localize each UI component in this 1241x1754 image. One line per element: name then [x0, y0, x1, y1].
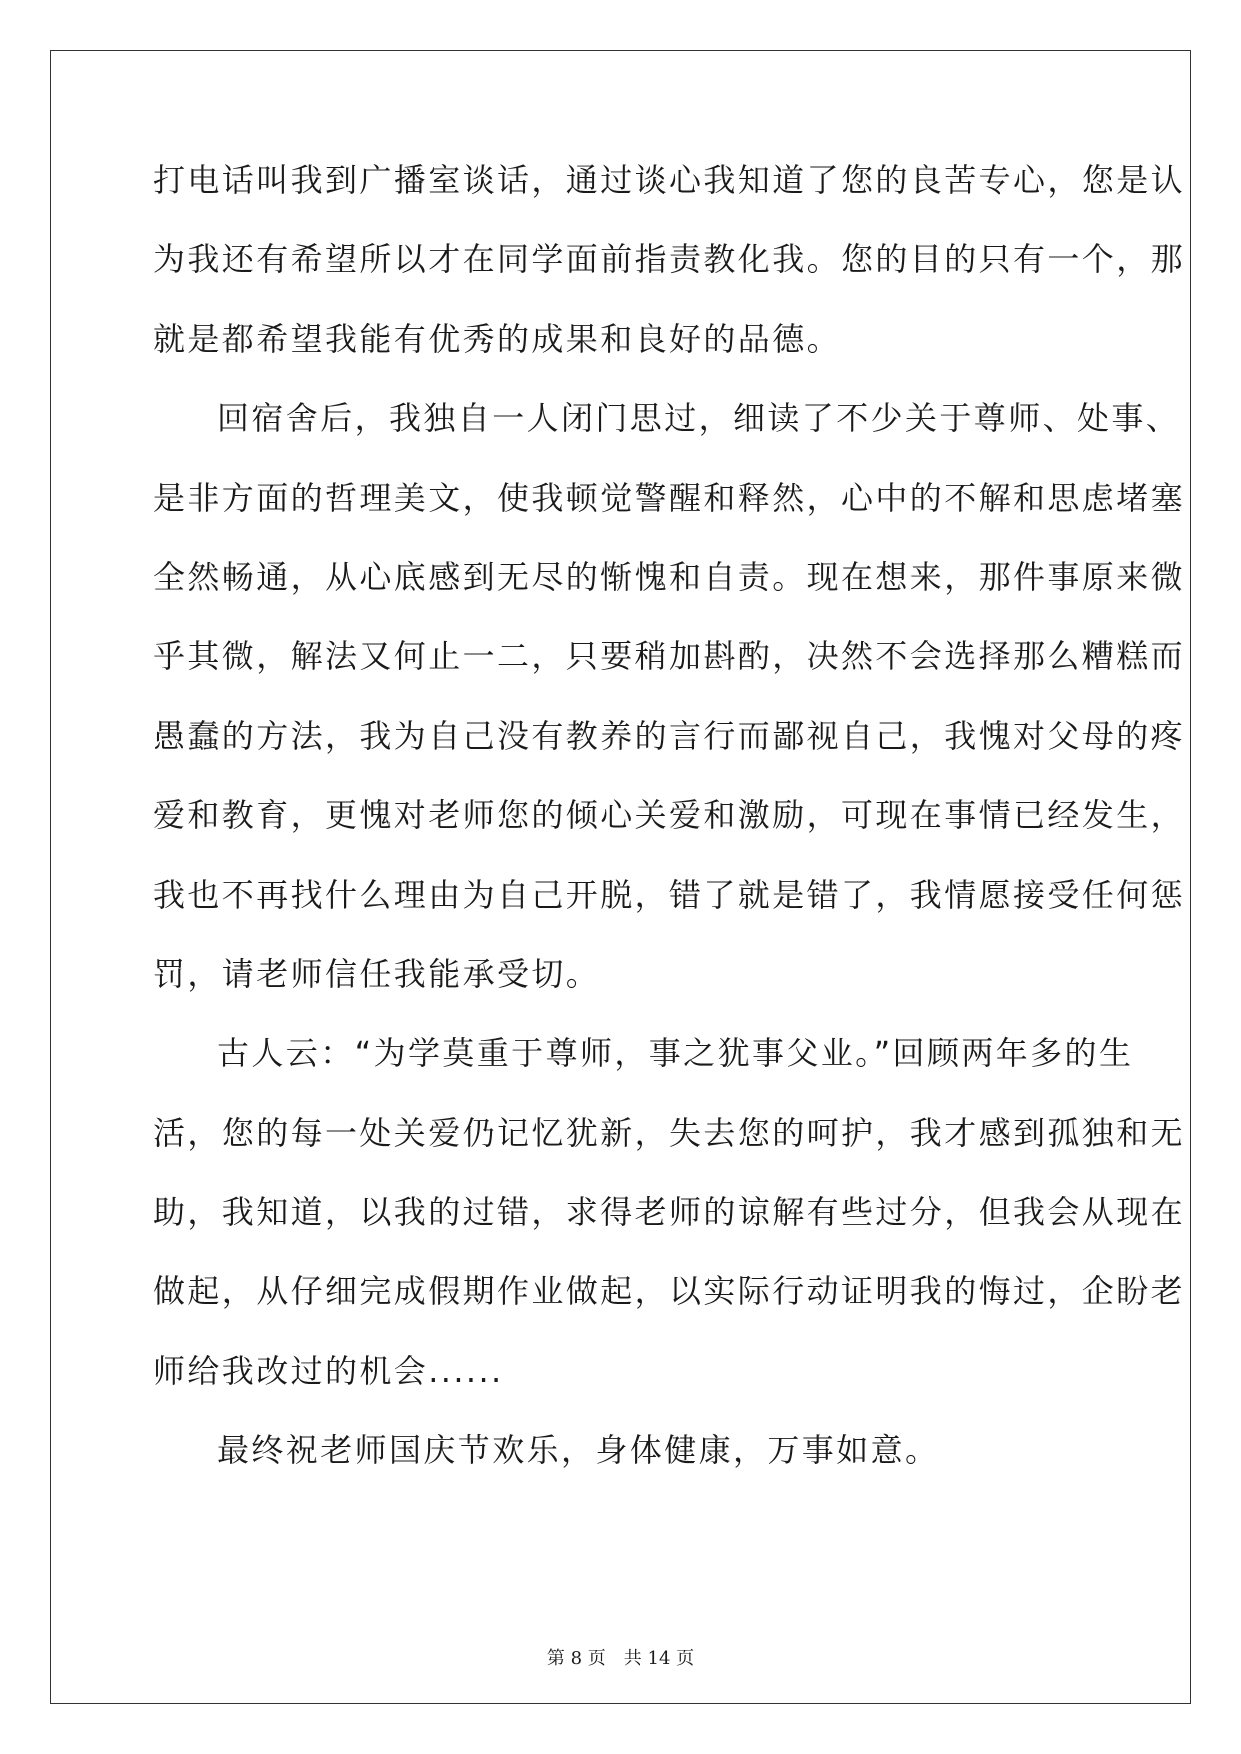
text-line: 为我还有希望所以才在同学面前指责教化我。您的目的只有一个，那 — [153, 240, 1186, 279]
text-line: 做起，从仔细完成假期作业做起，以实际行动证明我的悔过，企盼老 — [153, 1272, 1186, 1311]
text-line: 师给我改过的机会...... — [153, 1351, 504, 1390]
text-line: 乎其微，解法又何止一二，只要稍加斟酌，决然不会选择那么糟糕而 — [153, 637, 1186, 676]
text-line: 全然畅通，从心底感到无尽的惭愧和自责。现在想来，那件事原来微 — [153, 557, 1186, 596]
text-line: 古人云：“为学莫重于尊师，事之犹事父业。”回顾两年多的生 — [217, 1034, 1134, 1073]
text-line: 最终祝老师国庆节欢乐，身体健康，万事如意。 — [217, 1431, 940, 1470]
page-number-footer: 第 8 页 共 14 页 — [546, 1648, 695, 1669]
text-line: 回宿舍后，我独自一人闭门思过，细读了不少关于尊师、处事、 — [217, 399, 1181, 438]
text-line: 是非方面的哲理美文，使我顿觉警醒和释然，心中的不解和思虑堵塞 — [153, 478, 1186, 517]
text-line: 就是都希望我能有优秀的成果和良好的品德。 — [153, 319, 842, 358]
text-line: 爱和教育，更愧对老师您的倾心关爱和激励，可现在事情已经发生， — [153, 796, 1186, 835]
text-line: 我也不再找什么理由为自己开脱，错了就是错了，我情愿接受任何惩 — [153, 875, 1186, 914]
text-line: 活，您的每一处关爱仍记忆犹新，失去您的呵护，我才感到孤独和无 — [153, 1113, 1186, 1152]
document-body — [153, 160, 1186, 1510]
text-line: 助，我知道，以我的过错，求得老师的谅解有些过分，但我会从现在 — [153, 1193, 1186, 1232]
text-line: 愚蠢的方法，我为自己没有教养的言行而鄙视自己，我愧对父母的疼 — [153, 716, 1186, 755]
text-line: 罚，请老师信任我能承受切。 — [153, 954, 601, 993]
text-line: 打电话叫我到广播室谈话，通过谈心我知道了您的良苦专心，您是认 — [153, 161, 1186, 199]
